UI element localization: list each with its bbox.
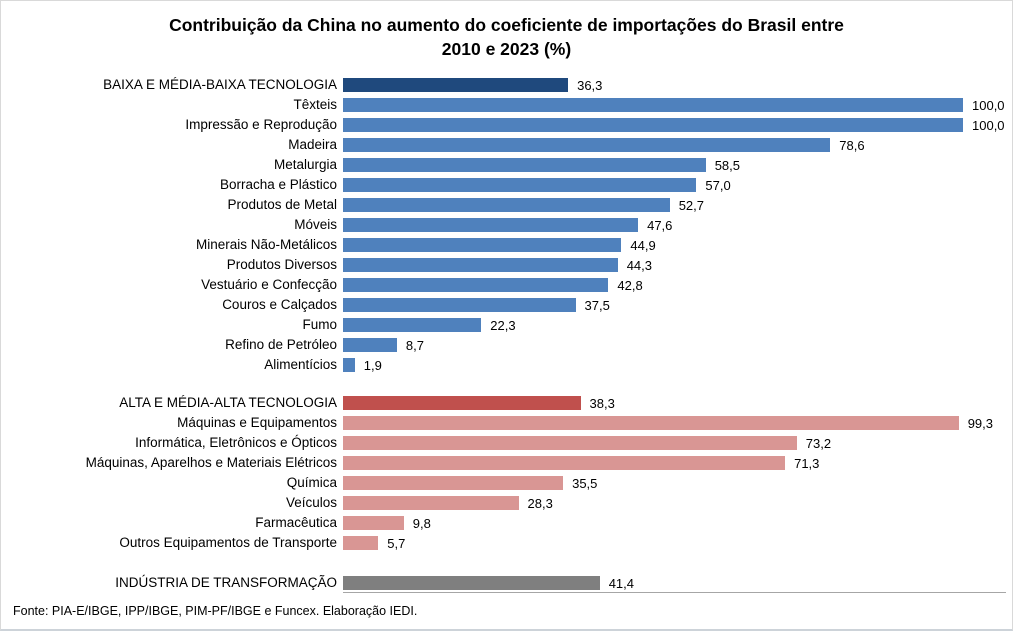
- row-label: Móveis: [294, 217, 337, 232]
- bar-track: [343, 175, 1008, 195]
- row-label: Couros e Calçados: [222, 297, 337, 312]
- bar-track: [343, 275, 1008, 295]
- bar-track: [343, 235, 1008, 255]
- value-label: 36,3: [577, 77, 603, 93]
- bar: [343, 118, 963, 132]
- bar-row: [1, 573, 1012, 593]
- row-label: Produtos Diversos: [226, 257, 337, 272]
- row-label: INDÚSTRIA DE TRANSFORMAÇÃO: [115, 575, 337, 590]
- row-label: Informática, Eletrônicos e Ópticos: [135, 435, 337, 450]
- bar: [343, 416, 959, 430]
- value-label: 35,5: [572, 475, 598, 491]
- bar-track: [343, 75, 1008, 95]
- bar-row: [1, 295, 1012, 315]
- axis-line: [343, 592, 1006, 593]
- bar-row: [1, 155, 1012, 175]
- bar-track: [343, 335, 1008, 355]
- bar-row: [1, 493, 1012, 513]
- bar-track: [343, 315, 1008, 335]
- section-alta-e-media-alta-tecnologia: [1, 393, 1012, 553]
- value-label: 22,3: [490, 317, 516, 333]
- bar-row: [1, 95, 1012, 115]
- row-label: Vestuário e Confecção: [201, 277, 337, 292]
- bar-row: [1, 335, 1012, 355]
- bar-row: [1, 255, 1012, 275]
- source-note: Fonte: PIA-E/IBGE, IPP/IBGE, PIM-PF/IBGE e Funcex. Elaboração IEDI.: [13, 604, 418, 618]
- chart-title-line2: 2010 e 2023 (%): [441, 39, 572, 59]
- bar-track: [343, 433, 1008, 453]
- row-label: Refino de Petróleo: [225, 337, 337, 352]
- bar: [343, 338, 397, 352]
- bar: [343, 98, 963, 112]
- chart-title-line1: Contribuição da China no aumento do coeficiente de importações do Brasil entre: [169, 15, 844, 35]
- bar-track: [343, 393, 1008, 413]
- bar: [343, 536, 378, 550]
- bar-row: [1, 393, 1012, 413]
- bar-row: [1, 115, 1012, 135]
- bar: [343, 318, 481, 332]
- bar-track: [343, 95, 1008, 115]
- row-label: Impressão e Reprodução: [185, 117, 337, 132]
- bar: [343, 158, 706, 172]
- bar-track: [343, 295, 1008, 315]
- row-label: BAIXA E MÉDIA-BAIXA TECNOLOGIA: [103, 77, 337, 92]
- value-label: 42,8: [617, 277, 643, 293]
- chart-title: [1, 13, 1012, 61]
- bar-row: [1, 413, 1012, 433]
- bar-track: [343, 413, 1008, 433]
- bar-track: [343, 473, 1008, 493]
- value-label: 8,7: [405, 337, 424, 353]
- row-label: ALTA E MÉDIA-ALTA TECNOLOGIA: [119, 395, 337, 410]
- bar: [343, 358, 355, 372]
- row-label: Têxteis: [293, 97, 337, 112]
- value-label: 37,5: [584, 297, 610, 313]
- bar: [343, 298, 576, 312]
- value-label: 38,3: [589, 395, 615, 411]
- bar-track: [343, 195, 1008, 215]
- row-label: Veículos: [285, 495, 337, 510]
- bar-track: [343, 453, 1008, 473]
- bar-row: [1, 135, 1012, 155]
- bar-track: [343, 115, 1008, 135]
- value-label: 99,3: [967, 415, 993, 431]
- value-label: 58,5: [714, 157, 740, 173]
- bar-track: [343, 533, 1008, 553]
- bar-track: [343, 135, 1008, 155]
- row-label: Química: [286, 475, 337, 490]
- bar-row: [1, 215, 1012, 235]
- bar: [343, 178, 696, 192]
- value-label: 78,6: [839, 137, 865, 153]
- value-label: 44,9: [630, 237, 656, 253]
- bar-track: [343, 355, 1008, 375]
- bar: [343, 78, 568, 92]
- bar-row: [1, 75, 1012, 95]
- bar-row: [1, 473, 1012, 493]
- row-label: Produtos de Metal: [227, 197, 337, 212]
- bar: [343, 436, 797, 450]
- bar-track: [343, 573, 1008, 593]
- value-label: 52,7: [678, 197, 704, 213]
- bar-row: [1, 355, 1012, 375]
- bar-row: [1, 235, 1012, 255]
- value-label: 5,7: [387, 535, 406, 551]
- row-label: Outros Equipamentos de Transporte: [119, 535, 337, 550]
- bar: [343, 456, 785, 470]
- value-label: 9,8: [412, 515, 431, 531]
- row-label: Borracha e Plástico: [219, 177, 337, 192]
- bar: [343, 496, 519, 510]
- bar-row: [1, 175, 1012, 195]
- value-label: 100,0: [972, 97, 1005, 113]
- bar-row: [1, 453, 1012, 473]
- bar-track: [343, 493, 1008, 513]
- value-label: 44,3: [626, 257, 652, 273]
- bar-track: [343, 513, 1008, 533]
- row-label: Fumo: [302, 317, 337, 332]
- bar-row: [1, 315, 1012, 335]
- bar-row: [1, 433, 1012, 453]
- bar: [343, 258, 618, 272]
- value-label: 71,3: [794, 455, 820, 471]
- bar-row: [1, 513, 1012, 533]
- value-label: 47,6: [647, 217, 673, 233]
- bar: [343, 576, 600, 590]
- section-baixa-e-media-baixa-tecnologia: [1, 75, 1012, 375]
- row-label: Alimentícios: [264, 357, 337, 372]
- value-label: 28,3: [527, 495, 553, 511]
- value-label: 57,0: [705, 177, 731, 193]
- row-label: Máquinas e Equipamentos: [177, 415, 337, 430]
- value-label: 41,4: [608, 575, 634, 591]
- row-label: Metalurgia: [273, 157, 337, 172]
- bar: [343, 516, 404, 530]
- row-label: Minerais Não-Metálicos: [195, 237, 337, 252]
- bar-track: [343, 155, 1008, 175]
- bar: [343, 476, 563, 490]
- bar: [343, 218, 638, 232]
- bar: [343, 238, 621, 252]
- bar: [343, 198, 670, 212]
- bar: [343, 138, 830, 152]
- value-label: 73,2: [805, 435, 832, 451]
- bar-track: [343, 255, 1008, 275]
- bar-row: [1, 533, 1012, 553]
- row-label: Máquinas, Aparelhos e Materiais Elétricos: [85, 455, 337, 470]
- bar-track: [343, 215, 1008, 235]
- row-label: Madeira: [288, 137, 337, 152]
- bar: [343, 278, 608, 292]
- value-label: 1,9: [363, 357, 382, 373]
- bar-row: [1, 195, 1012, 215]
- bar-row: [1, 275, 1012, 295]
- row-label: Farmacêutica: [255, 515, 337, 530]
- section-industria-de-transformacao: [1, 573, 1012, 593]
- bar: [343, 396, 581, 410]
- value-label: 100,0: [972, 117, 1005, 133]
